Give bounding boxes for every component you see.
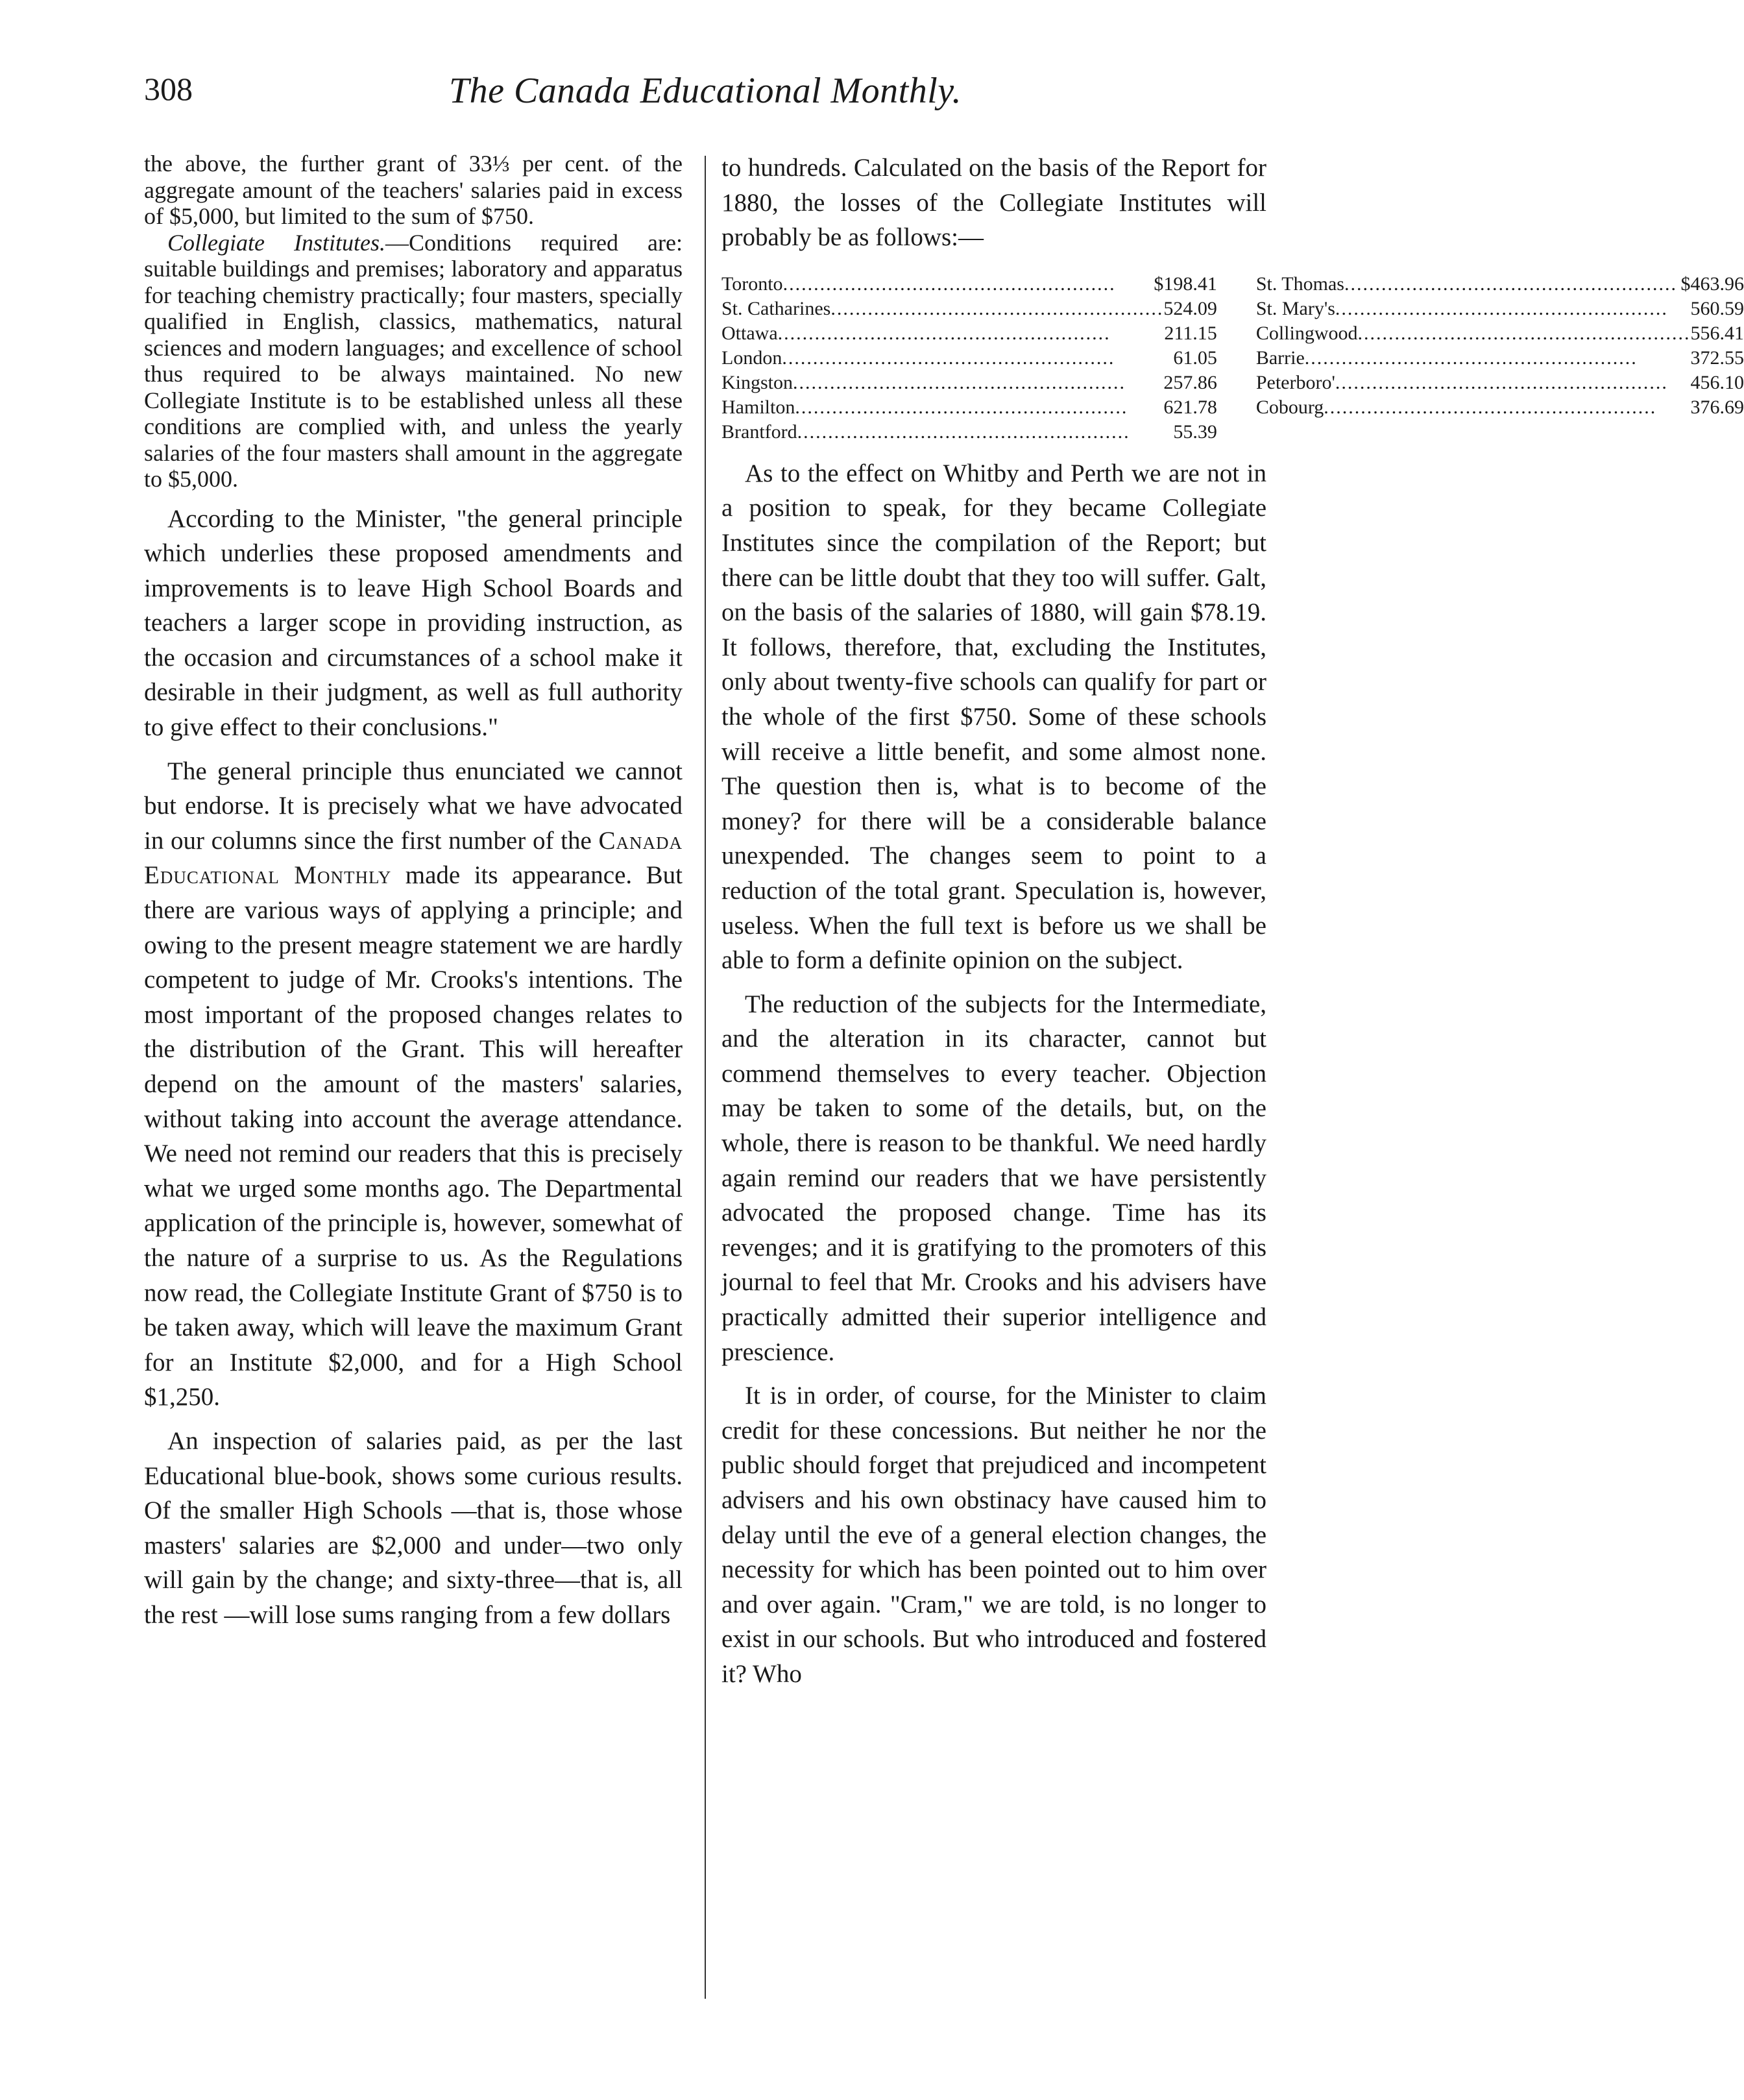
loss-amount: 560.59	[1690, 297, 1744, 319]
loss-amount: 556.41	[1690, 322, 1744, 344]
running-title: The Canada Educational Monthly.	[448, 71, 962, 111]
leader-dots	[793, 371, 1163, 395]
collegiate-institutes-heading: Collegiate Institutes.	[167, 229, 386, 256]
loss-amount: 61.05	[1173, 347, 1217, 369]
leader-dots	[783, 272, 1154, 297]
loss-row	[1256, 297, 1744, 321]
loss-row	[1256, 346, 1744, 371]
leader-dots	[1344, 272, 1681, 297]
page-header	[144, 70, 1266, 122]
institute-name: Cobourg	[1255, 396, 1324, 418]
institute-name: Collingwood	[1255, 322, 1358, 344]
loss-row	[1256, 395, 1744, 420]
loss-row	[721, 346, 1217, 371]
institute-name: Ottawa	[721, 322, 778, 344]
journal-name: Canada Educational Monthly	[144, 826, 683, 890]
paragraph-collegiate-institutes	[144, 230, 683, 493]
loss-row	[1256, 272, 1744, 297]
institute-name: Hamilton	[721, 396, 795, 418]
leader-dots	[797, 420, 1174, 445]
loss-row	[721, 297, 1217, 321]
institute-name: Peterboro'	[1255, 371, 1335, 393]
left-column	[144, 151, 683, 1633]
institute-name: St. Thomas	[1255, 273, 1344, 295]
loss-amount: 621.78	[1163, 396, 1217, 418]
paragraph-intermediate: The reduction of the subjects for the Intermediate, and the alteration in its character, cannot but commend themselves to every teacher. Objection may be taken to some of the details, but, on the whole, there is reason to be thankful. We need hardly again remind our readers that we have persistently advocated the proposed change. Time has its revenges; and it is gratifying to the promoters of this journal to feel that Mr. Crooks and his advisers have practically admitted their superior intelligence and prescience.	[721, 990, 1266, 1366]
loss-row	[721, 371, 1217, 395]
loss-row	[1256, 321, 1744, 346]
leader-dots	[1358, 321, 1691, 346]
leader-dots	[830, 297, 1163, 321]
column-divider	[705, 156, 706, 1999]
right-column	[721, 151, 1744, 1692]
paragraph-minister-credit: It is in order, of course, for the Minister to claim credit for these concessions. But neither he nor the public should forget that prejudiced and incompetent advisers and his own obstinacy have caused him to delay until the eve of a general election changes, the necessity for which has been pointed out to him over and over again. "Cram," we are told, is no longer to exist in our schools. But who introduced and fostered it? Who	[721, 1382, 1266, 1688]
paragraph-grant-continuation: the above, the further grant of 33⅓ per cent. of the aggregate amount of the teachers' salaries paid in excess of $5,000, but limited to the sum of $750.	[144, 151, 683, 229]
institute-name: Kingston	[721, 371, 793, 393]
loss-amount: 372.55	[1690, 347, 1744, 369]
leader-dots	[778, 321, 1165, 346]
leader-dots	[1335, 297, 1691, 321]
general-principle-text-a: The general principle thus enunciated we cannot but endorse. It is precisely what we have advocated in our columns since the first number of the	[144, 757, 683, 855]
paragraph-general-principle	[144, 754, 683, 1415]
loss-amount: 257.86	[1163, 371, 1217, 393]
leader-dots	[1335, 371, 1691, 395]
loss-row	[721, 395, 1217, 420]
loss-amount: 524.09	[1163, 297, 1217, 319]
loss-row	[1256, 371, 1744, 395]
loss-amount: 456.10	[1690, 371, 1744, 393]
institute-name: St. Catharines	[721, 297, 831, 319]
loss-row	[721, 321, 1217, 346]
institute-name: St. Mary's	[1255, 297, 1335, 319]
institute-name: Toronto	[721, 273, 783, 295]
loss-amount: 376.69	[1690, 396, 1744, 418]
institute-name: Barrie	[1255, 347, 1305, 369]
loss-amount: $198.41	[1154, 273, 1217, 295]
leader-dots	[795, 395, 1163, 420]
paragraph-losses-intro: to hundreds. Calculated on the basis of the Report for 1880, the losses of the Collegiate Institutes will probably be as follows:—	[721, 154, 1266, 252]
loss-amount: $463.96	[1680, 273, 1744, 295]
leader-dots	[782, 346, 1173, 371]
paragraph-salaries-inspection: An inspection of salaries paid, as per the last Educational blue-book, shows some curious results. Of the smaller High Schools —that is, those whose masters' salaries are $2,000 and under—two only will gain by the change; and sixty-three—that is, all the rest —will lose sums ranging from a few dollars	[144, 1426, 683, 1629]
loss-amount: 55.39	[1173, 421, 1217, 443]
losses-table	[721, 272, 1744, 445]
loss-amount: 211.15	[1164, 322, 1217, 344]
leader-dots	[1305, 346, 1691, 371]
general-principle-text-b: made its appearance. But there are various ways of applying a principle; and owing to the present meagre statement we are hardly competent to judge of Mr. Crooks's intentions. The most important of the proposed changes relates to the distribution of the Grant. This will hereafter depend on the amount of the masters' salaries, without taking into account the average attendance. We need not remind our readers that this is precisely what we urged some months ago. The Departmental application of the principle is, however, somewhat of the nature of a surprise to us. As the Regulations now read, the Collegiate Institute Grant of $750 is to be taken away, which will leave the maximum Grant for an Institute $2,000, and for a High School $1,250.	[144, 861, 683, 1411]
page-number: 308	[144, 71, 193, 107]
loss-row	[721, 272, 1217, 297]
institute-name: London	[721, 347, 782, 369]
paragraph-whitby-perth: As to the effect on Whitby and Perth we are not in a position to speak, for they became Collegiate Institutes since the compilation of the Report; but there can be little doubt that they too will suffer. Galt, on the basis of the salaries of 1880, will gain $78.19. It follows, therefore, that, excluding the Institutes, only about twenty-five schools can qualify for part or the whole of the first $750. Some of these schools will receive a little benefit, and some almost none. The question then is, what is to become of the money? for there will be a considerable balance unexpended. The changes seem to point to a reduction of the total grant. Speculation is, however, useless. When the full text is before us we shall be able to form a definite opinion on the subject.	[721, 459, 1266, 975]
collegiate-institutes-text: —Conditions required are: suitable buildings and premises; laboratory and apparatus for teaching chemistry practically; four masters, specially qualified in English, classics, mathematics, natural sciences and modern languages; and excellence of school thus required to be always maintained. No new Collegiate Institute is to be established unless all these conditions are complied with, and unless the yearly salaries of the four masters shall amount in the aggregate to $5,000.	[144, 229, 683, 492]
paragraph-minister-quote: According to the Minister, "the general principle which underlies these proposed amendments and improvements is to leave High School Boards and teachers a larger scope in providing instruction, as the occasion and circumstances of a school make it desirable in their judgment, as well as full authority to give effect to their conclusions."	[144, 504, 683, 742]
loss-row	[721, 420, 1217, 445]
leader-dots	[1324, 395, 1690, 420]
institute-name: Brantford	[721, 421, 797, 443]
